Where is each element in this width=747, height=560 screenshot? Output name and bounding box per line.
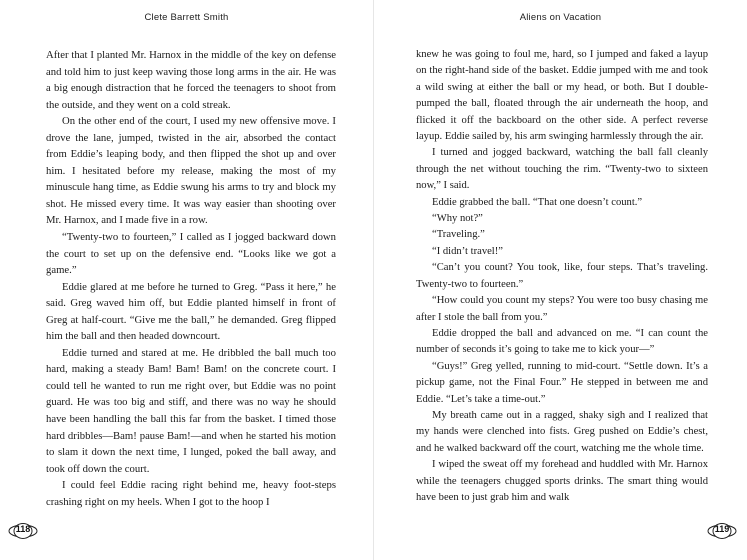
paragraph: Eddie grabbed the ball. “That one doesn’t count.”	[432, 196, 643, 208]
paragraph: I turned and jogged backward, watching the ball fall cleanly through the net without touching the rim. “Twenty-two to sixteen now,” I said.	[416, 147, 708, 192]
running-header-title: Aliens on Vacation	[519, 12, 602, 23]
left-page	[0, 0, 373, 560]
running-header-author: Clete Barrett Smith	[144, 12, 229, 23]
paragraph: After that I planted Mr. Harnox in the middle of the key on defense and told him to just keep waving those long arms in the air. He was a big enough distraction that he forced the teenagers to shoot from the outside, and they went on a cold streak.	[46, 49, 336, 111]
body-text	[46, 47, 336, 510]
paragraph: “Traveling.”	[432, 229, 485, 241]
paragraph: My breath came out in a ragged, shaky sigh and I realized that my hands were clenched into fists. Greg pushed on Eddie’s chest, and he walked backward off the court, watching me the whole time.	[416, 409, 708, 454]
page-number-badge	[8, 522, 38, 540]
body-text	[416, 47, 708, 506]
paragraph: “Why not?”	[432, 213, 483, 225]
paragraph: I could feel Eddie racing right behind me, heavy foot-steps crashing right on my heels. When I got to the hoop I	[46, 479, 336, 508]
paragraph: Eddie turned and stared at me. He dribbled the ball much too hard, making a steady Bam! Bam! Bam! on the concrete court. I could tell he wanted to run me right over, but Eddie was no point guard. He was too big and stiff, and there was no way he should have been handling the ball this far from the basket. I timed those hard dribbles—Bam! pause Bam!—and when he started his motion to slam it down the next time, I lunged, poked the ball away, and took off down the court.	[46, 346, 336, 475]
page-number-badge	[707, 522, 737, 540]
paragraph: “I didn’t travel!”	[432, 245, 503, 257]
page-number: 119	[714, 524, 730, 534]
paragraph: I wiped the sweat off my forehead and huddled with Mr. Harnox while the teenagers chugged sports drinks. The smart thing would have been to just grab him and walk	[416, 459, 708, 503]
paragraph: Eddie glared at me before he turned to Greg. “Pass it here,” he said. Greg waved him off, but Eddie planted himself in front of Greg at half-court. “Give me the ball,” he demanded. Greg flipped him the ball and then headed downcourt.	[46, 280, 336, 343]
paragraph: “Twenty-two to fourteen,” I called as I jogged backward down the court to set up on the defensive end. “Looks like we got a game.”	[46, 231, 336, 277]
paragraph: “Can’t you count? You took, like, four steps. That’s traveling. Twenty-two to fourteen.”	[416, 262, 708, 290]
paragraph: On the other end of the court, I used my new offensive move. I drove the lane, jumped, twisted in the air, absorbed the contact from Eddie’s leaping body, and then flipped the shot up and over him. I hesitated before my release, making the most of my minuscule hang time, as Eddie swung his arms to try and block my shot. He missed every time. It was way easier than shooting over Mr. Harnox, and I made five in a row.	[46, 115, 336, 227]
right-page	[374, 0, 747, 560]
paragraph: Eddie dropped the ball and advanced on me. “I can count the number of seconds it’s going to take me to kick your—”	[416, 327, 708, 356]
paragraph: “Guys!” Greg yelled, running to mid-court. “Settle down. It’s a pickup game, not the Final Four.” He stepped in between me and Eddie. “Let’s take a time-out.”	[416, 360, 708, 405]
paragraph: knew he was going to foul me, hard, so I jumped and faked a layup on the right-hand side of the basket. Eddie jumped with me and took a wild swing at either the ball or my head, or both. But I double-pumped the ball, floated through the air underneath the hoop, and flicked it off the backboard on the other side. A perfect reverse layup. Eddie sailed by, his arm swinging harmlessly through the air.	[416, 49, 708, 143]
page-number: 118	[15, 524, 31, 534]
paragraph: “How could you count my steps? You were too busy chasing me after I stole the ball from you.”	[416, 295, 708, 323]
